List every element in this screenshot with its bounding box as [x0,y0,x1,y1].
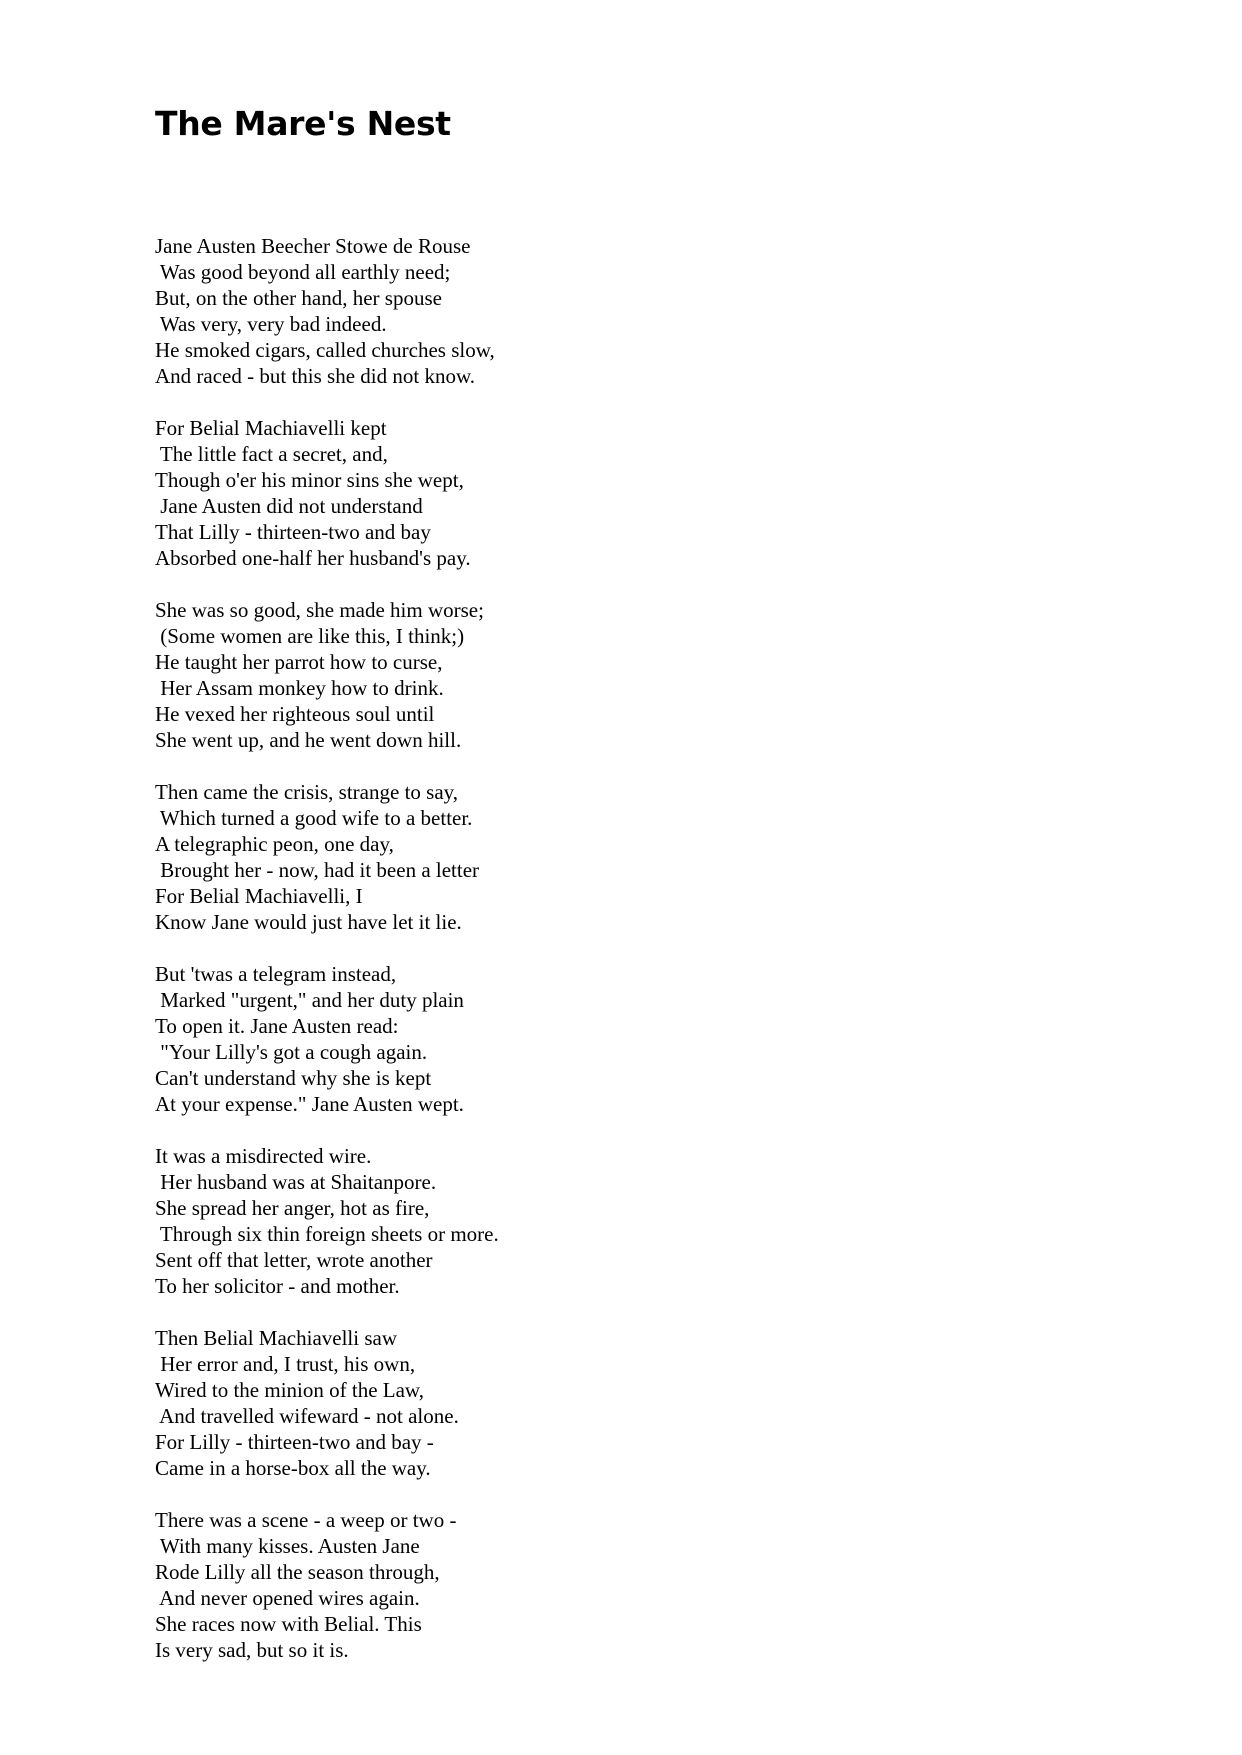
poem-line: Was very, very bad indeed. [155,312,387,336]
poem-line: Jane Austen Beecher Stowe de Rouse [155,234,471,258]
poem-line: Then came the crisis, strange to say, [155,780,459,804]
poem-line: Sent off that letter, wrote another [155,1248,433,1272]
poem-line: She went up, and he went down hill. [155,728,462,752]
poem-line: And travelled wifeward - not alone. [155,1404,459,1428]
poem-line: It was a misdirected wire. [155,1144,372,1168]
poem-line: But, on the other hand, her spouse [155,286,442,310]
poem-line: The little fact a secret, and, [155,442,388,466]
poem-line: But 'twas a telegram instead, [155,962,397,986]
poem-line: At your expense." Jane Austen wept. [155,1092,464,1116]
poem-title: The Mare's Nest [155,104,451,143]
poem-line: (Some women are like this, I think;) [155,624,465,648]
stanza [155,1143,1055,1299]
poem-line: For Belial Machiavelli kept [155,416,387,440]
poem-line: He smoked cigars, called churches slow, [155,338,495,362]
poem-line: Though o'er his minor sins she wept, [155,468,464,492]
stanza [155,415,1055,571]
poem-line: Then Belial Machiavelli saw [155,1326,398,1350]
poem-line: Which turned a good wife to a better. [155,806,473,830]
poem-line: Marked "urgent," and her duty plain [155,988,464,1012]
poem-line: To her solicitor - and mother. [155,1274,400,1298]
poem-line: Wired to the minion of the Law, [155,1378,424,1402]
poem-line: She spread her anger, hot as fire, [155,1196,430,1220]
poem-line: "Your Lilly's got a cough again. [155,1040,428,1064]
poem-line: And never opened wires again. [155,1586,420,1610]
poem-line: With many kisses. Austen Jane [155,1534,420,1558]
stanza [155,233,1055,389]
poem-line: To open it. Jane Austen read: [155,1014,399,1038]
poem-line: She races now with Belial. This [155,1612,422,1636]
poem-line: Absorbed one-half her husband's pay. [155,546,471,570]
poem-line: Brought her - now, had it been a letter [155,858,480,882]
poem-line: Was good beyond all earthly need; [155,260,451,284]
poem-line: Can't understand why she is kept [155,1066,432,1090]
stanza [155,1325,1055,1481]
poem-line: Rode Lilly all the season through, [155,1560,440,1584]
stanza [155,779,1055,935]
stanza [155,961,1055,1117]
poem-line: He vexed her righteous soul until [155,702,435,726]
poem-line: Know Jane would just have let it lie. [155,910,462,934]
stanza [155,597,1055,753]
poem-line: For Belial Machiavelli, I [155,884,363,908]
poem-line: Jane Austen did not understand [155,494,423,518]
poem-line: A telegraphic peon, one day, [155,832,394,856]
stanza [155,1507,1055,1663]
poem-line: He taught her parrot how to curse, [155,650,443,674]
poem-body [155,233,1055,1689]
poem-line: Her husband was at Shaitanpore. [155,1170,437,1194]
poem-line: Through six thin foreign sheets or more. [155,1222,499,1246]
poem-line: Her Assam monkey how to drink. [155,676,444,700]
poem-line: Her error and, I trust, his own, [155,1352,416,1376]
poem-line: Came in a horse-box all the way. [155,1456,431,1480]
poem-line: That Lilly - thirteen-two and bay [155,520,431,544]
poem-line: There was a scene - a weep or two - [155,1508,457,1532]
poem-line: For Lilly - thirteen-two and bay - [155,1430,434,1454]
poem-line: And raced - but this she did not know. [155,364,476,388]
poem-line: She was so good, she made him worse; [155,598,484,622]
poem-line: Is very sad, but so it is. [155,1638,349,1662]
